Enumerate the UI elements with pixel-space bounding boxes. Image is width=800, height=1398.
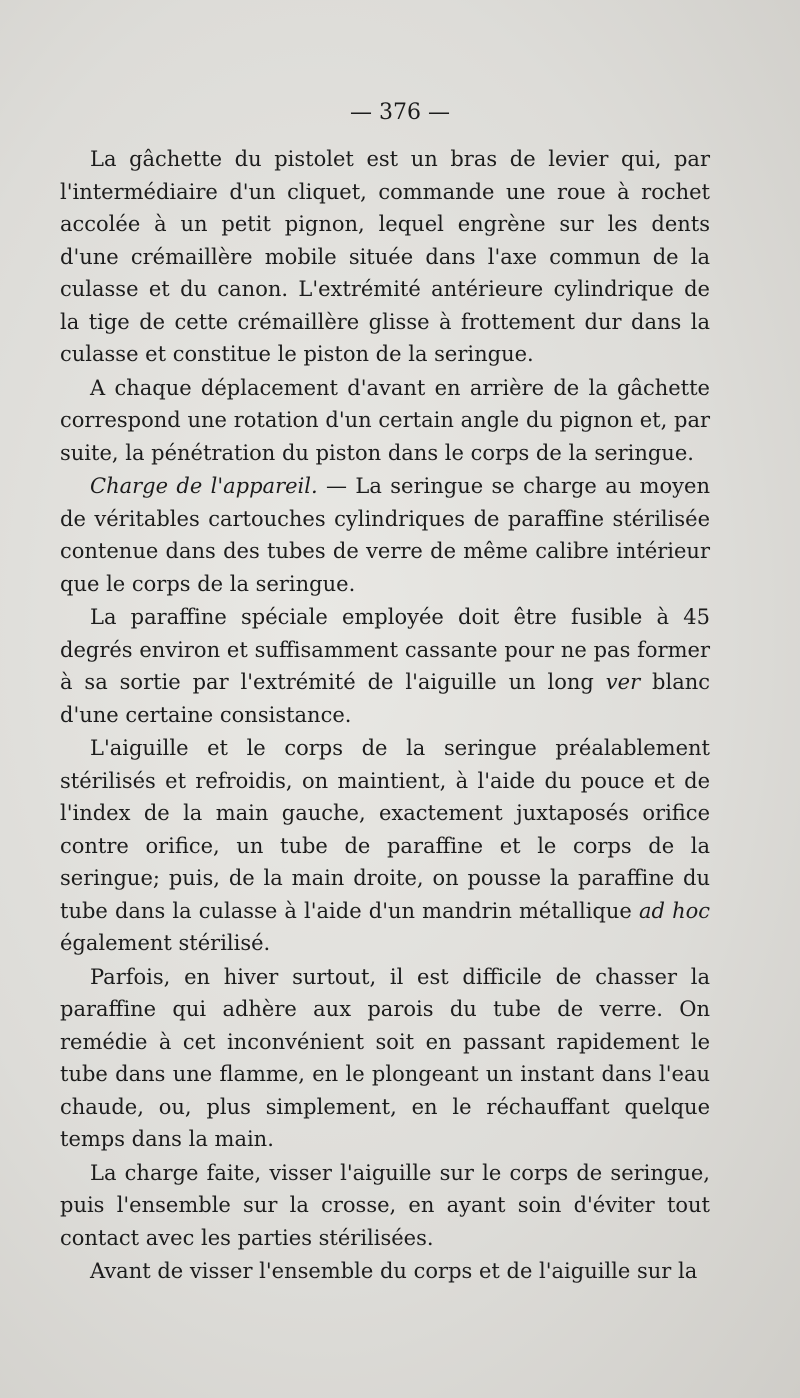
paragraph-5 (60, 732, 710, 960)
paragraph-4-text-b: blanc d'une certaine consistance. (60, 670, 711, 727)
paragraph-4-text-a: La paraffine spéciale employée doit être fusible à 45 degrés environ et suffisamment cassante pour ne pas former à sa sortie par l'extrémité de l'aiguille un long (60, 605, 710, 694)
paragraph-6: Parfois, en hiver surtout, il est difficile de chasser la paraffine qui adhère aux parois du tube de verre. On remédie à cet inconvénient soit en passant rapidement le tube dans une flamme, en le plongeant un instant dans l'eau chaude, ou, plus simplement, en le réchauffant quelque temps dans la main. (60, 964, 710, 1151)
paragraph-5-text-a: L'aiguille et le corps de la seringue préalablement stérilisés et refroidis, on maintient, à l'aide du pouce et de l'index de la main gauche, exactement juxtaposés orifice contre orifice, un tube de paraffine et le corps de la seringue; puis, de la main droite, on pousse la paraffine du tube dans la culasse à l'aide d'un mandrin métallique (60, 736, 710, 923)
paragraph-7: La charge faite, visser l'aiguille sur le corps de seringue, puis l'ensemble sur la crosse, en ayant soin d'éviter tout contact avec les parties stérilisées. (60, 1160, 710, 1250)
paragraph-5-text-b: également stérilisé. (60, 931, 271, 955)
page-number: — 376 — (350, 100, 450, 125)
page-body (60, 143, 710, 1288)
italic-phrase: ad hoc (638, 898, 710, 923)
paragraph-1: La gâchette du pistolet est un bras de levier qui, par l'intermédiaire d'un cliquet, commande une roue à rochet accolée à un petit pignon, lequel engrène sur les dents d'une crémaillère mobile située dans l'axe commun de la culasse et du canon. L'extrémité antérieure cylindrique de la tige de cette crémaillère glisse à frottement dur dans la culasse et constitue le piston de la seringue. (60, 147, 710, 366)
paragraph-4 (60, 601, 710, 731)
italic-word: ver (605, 670, 641, 694)
paragraph-8: Avant de visser l'ensemble du corps et de l'aiguille sur la (90, 1259, 698, 1283)
section-heading: Charge de l'appareil. (90, 474, 318, 498)
paragraph-3 (60, 470, 710, 600)
paragraph-3-text: — La seringue se charge au moyen de véritables cartouches cylindriques de paraffine stérilisée contenue dans des tubes de verre de même calibre intérieur que le corps de la seringue. (60, 474, 710, 596)
paragraph-2: A chaque déplacement d'avant en arrière de la gâchette correspond une rotation d'un certain angle du pignon et, par suite, la pénétration du piston dans le corps de la seringue. (60, 375, 710, 465)
